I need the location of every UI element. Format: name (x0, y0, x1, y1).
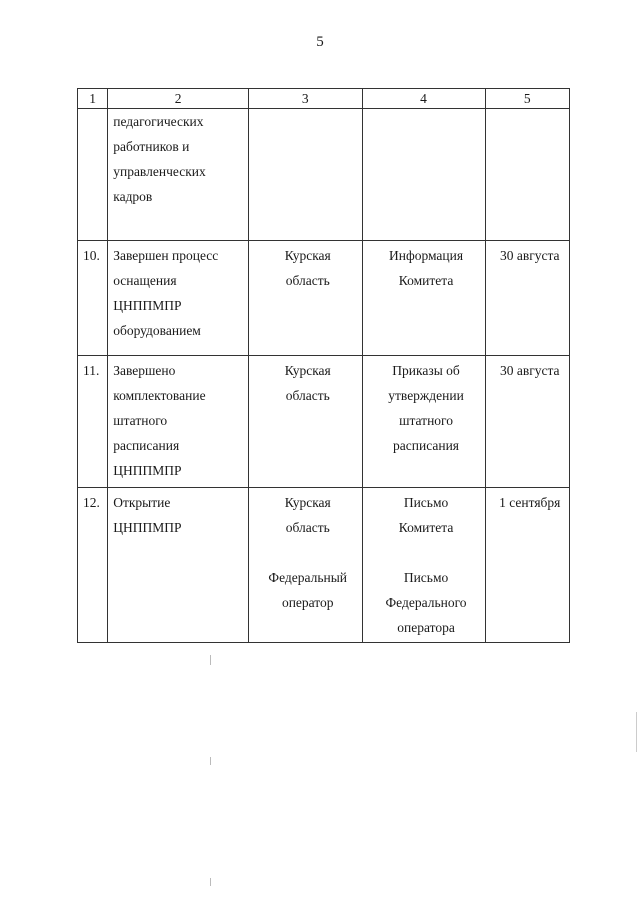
event-line: ЦНППМПР (113, 520, 182, 535)
scan-artifact (636, 712, 637, 752)
line-gap (254, 540, 362, 565)
event-line: ЦНППМПР (113, 298, 182, 313)
participants-line: Курская (284, 248, 331, 263)
participants-line: область (285, 520, 330, 535)
event-cell (108, 488, 249, 643)
line-gap (368, 540, 485, 565)
table-row (78, 241, 570, 356)
documents-line: Письмо (403, 570, 449, 585)
event-line: Завершен процесс (113, 248, 219, 263)
documents-line: Приказы об (392, 363, 460, 378)
participants-line: Курская (284, 363, 331, 378)
participants-line: область (285, 273, 330, 288)
table-row (78, 356, 570, 488)
documents-line: Федерального (385, 595, 467, 610)
deadline-cell: 30 августа (485, 241, 569, 356)
scan-artifact (210, 878, 211, 886)
participants-line: область (285, 388, 330, 403)
deadline-cell: 1 сентября (485, 488, 569, 643)
event-line: ЦНППМПР (113, 463, 182, 478)
event-cell (108, 241, 249, 356)
documents-line: Письмо (403, 495, 449, 510)
header-col-5: 5 (485, 89, 569, 109)
event-line: оснащения (113, 273, 177, 288)
documents-line: Комитета (398, 520, 454, 535)
documents-cell (362, 356, 485, 488)
schedule-table (77, 88, 570, 643)
table-row (78, 109, 570, 241)
event-cell (108, 356, 249, 488)
event-line: комплектование (113, 388, 206, 403)
event-line: педагогических (113, 114, 204, 129)
documents-line: Информация (388, 248, 464, 263)
participants-cell (248, 356, 362, 488)
event-line: штатного (113, 413, 168, 428)
header-col-4: 4 (362, 89, 485, 109)
documents-line: Комитета (398, 273, 454, 288)
participants-line: Федеральный (268, 570, 348, 585)
page-number: 5 (316, 34, 324, 50)
documents-cell (362, 488, 485, 643)
documents-line: оператора (397, 620, 455, 635)
documents-line: утверждении (388, 388, 464, 403)
table-header-row (78, 89, 570, 109)
event-line: Завершено (113, 363, 176, 378)
documents-cell (362, 241, 485, 356)
participants-line: Курская (284, 495, 331, 510)
documents-line: штатного (399, 413, 453, 428)
participants-cell (248, 241, 362, 356)
scan-artifact (210, 655, 211, 665)
row-number-cell: 11. (78, 356, 108, 488)
event-cell (108, 109, 249, 241)
documents-cell (362, 109, 485, 241)
scan-artifact (210, 757, 211, 765)
event-line: работников и (113, 139, 190, 154)
participants-cell (248, 488, 362, 643)
participants-cell (248, 109, 362, 241)
row-number-cell (78, 109, 108, 241)
deadline-cell (485, 109, 569, 241)
deadline-cell: 30 августа (485, 356, 569, 488)
header-col-2: 2 (108, 89, 249, 109)
participants-line: оператор (281, 595, 334, 610)
event-line: Открытие (113, 495, 171, 510)
header-col-1: 1 (78, 89, 108, 109)
row-number-cell: 12. (78, 488, 108, 643)
header-col-3: 3 (248, 89, 362, 109)
event-line: кадров (113, 189, 153, 204)
table-row (78, 488, 570, 643)
documents-line: расписания (393, 438, 460, 453)
event-line: управленческих (113, 164, 206, 179)
row-number-cell: 10. (78, 241, 108, 356)
event-line: расписания (113, 438, 180, 453)
event-line: оборудованием (113, 323, 201, 338)
